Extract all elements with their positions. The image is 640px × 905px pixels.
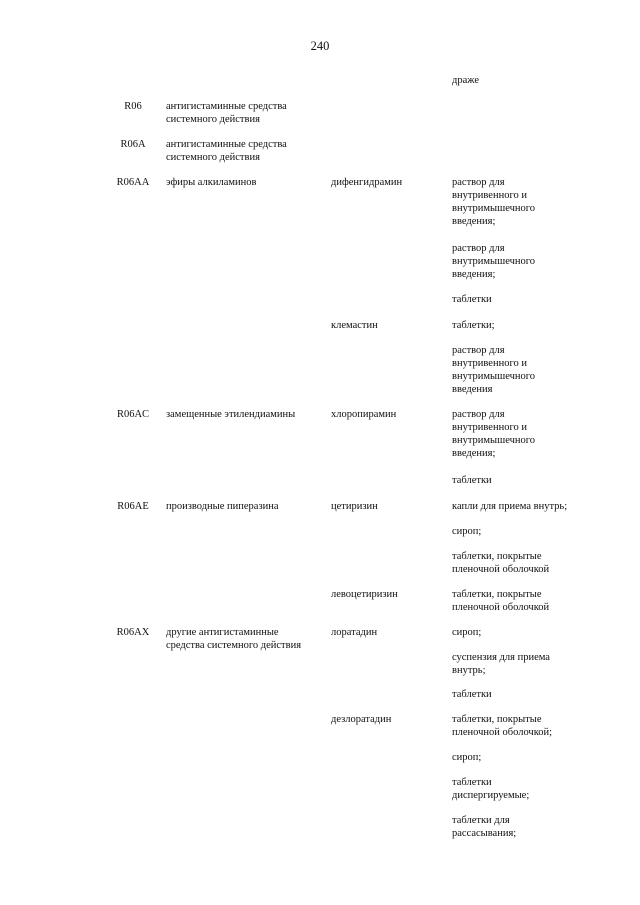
drug-name: хлоропирамин [331,409,397,420]
dosage-form: сироп; [452,752,482,763]
dosage-form: таблетки [452,294,492,305]
atc-code: R06AX [116,627,150,638]
atc-group-name: замещенные этилендиамины [166,409,296,420]
dosage-form: таблетки [452,475,492,486]
dosage-form: раствор для внутривенного и внутримышечного введения; [452,409,536,459]
drug-name: клемастин [331,320,378,331]
atc-group-name: другие антигистаминные средства системного действия [166,627,302,651]
dosage-form: таблетки диспергируемые; [452,777,530,801]
dosage-form: раствор для внутривенного и внутримышечного введения; [452,177,536,227]
atc-group-name: антигистаминные средства системного действия [166,139,287,163]
atc-group-name: антигистаминные средства системного действия [166,101,287,125]
dosage-form: суспензия для приема внутрь; [452,652,550,676]
dosage-form: таблетки [452,689,492,700]
dosage-form: таблетки, покрытые пленочной оболочкой [452,551,550,575]
dosage-form: таблетки, покрытые пленочной оболочкой [452,589,550,613]
dosage-form: капли для приема внутрь; [452,501,568,512]
page-number: 240 [310,39,330,53]
atc-code: R06 [124,101,142,112]
dosage-form: раствор для внутримышечного введения; [452,243,536,280]
atc-group-name: производные пиперазина [166,501,279,512]
drug-name: цетиризин [331,501,378,512]
dosage-form: раствор для внутривенного и внутримышечного введения [452,345,536,395]
dosage-form: сироп; [452,627,482,638]
dosage-form: таблетки, покрытые пленочной оболочкой; [452,714,553,738]
dosage-form: таблетки для рассасывания; [452,815,517,839]
drug-name: дифенгидрамин [331,177,403,188]
dosage-form: драже [452,75,480,86]
atc-code: R06AA [116,177,150,188]
drug-name: дезлоратадин [331,714,392,725]
dosage-form: сироп; [452,526,482,537]
atc-code: R06A [120,139,146,150]
drug-name: лоратадин [331,627,378,638]
dosage-form: таблетки; [452,320,495,331]
atc-code: R06AE [117,501,149,512]
drug-name: левоцетиризин [331,589,398,600]
atc-group-name: эфиры алкиламинов [166,177,257,188]
atc-code: R06AC [116,409,150,420]
